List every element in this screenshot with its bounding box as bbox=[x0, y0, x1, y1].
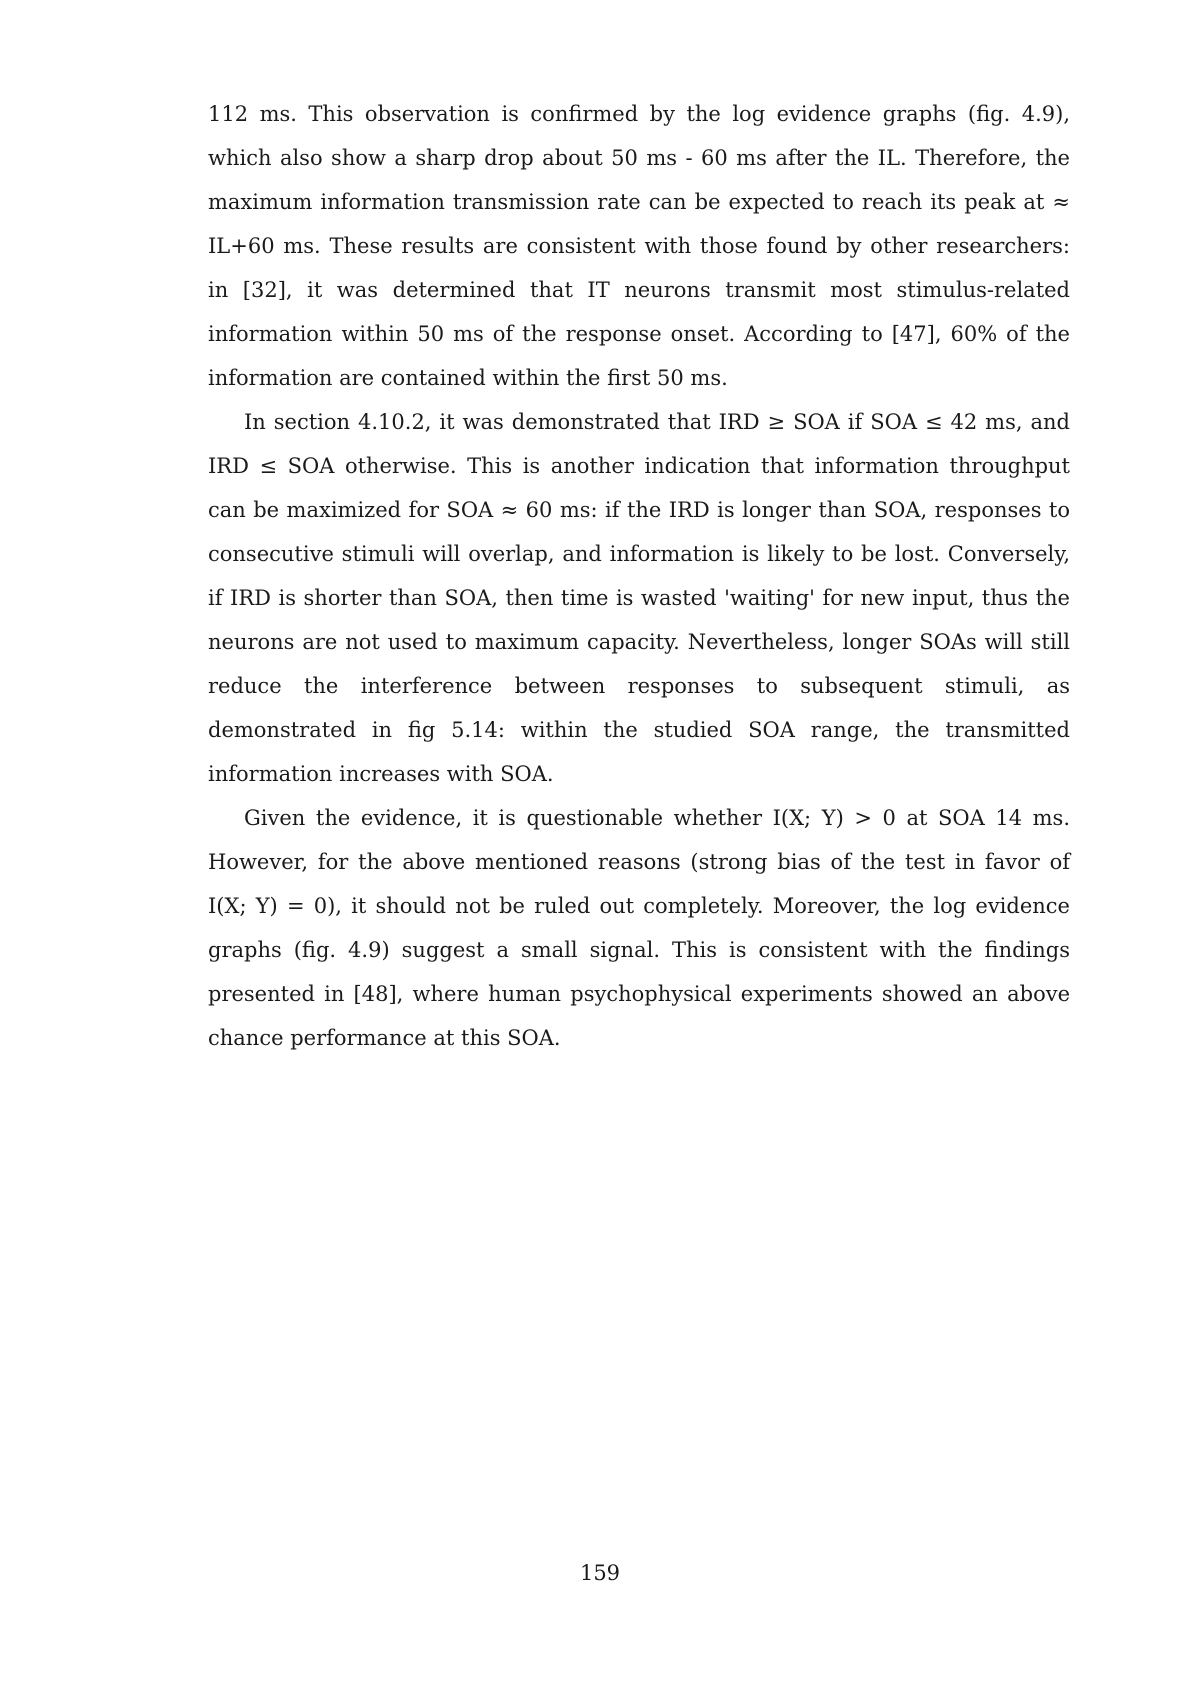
page-number: 159 bbox=[579, 1561, 621, 1585]
paragraph-3: Given the evidence, it is questionable whether I(X; Y) > 0 at SOA 14 ms. However, for the above mentioned reasons (strong bias of the test in favor of I(X; Y) = 0), it should not be ruled out completely. Moreover, the log evidence graphs (fig. 4.9) suggest a small signal. This is consistent with the findings presented in [48], where human psychophysical experiments showed an above chance performance at this SOA. bbox=[208, 806, 1070, 1050]
page-body bbox=[208, 92, 1070, 1060]
paragraph-1: 112 ms. This observation is confirmed by the log evidence graphs (fig. 4.9), which also show a sharp drop about 50 ms - 60 ms after the IL. Therefore, the maximum information transmission rate can be expected to reach its peak at ≈ IL+60 ms. These results are consistent with those found by other researchers: in [32], it was determined that IT neurons transmit most stimulus-related information within 50 ms of the response onset. According to [47], 60% of the information are contained within the first 50 ms. bbox=[208, 102, 1070, 390]
paragraph-2: In section 4.10.2, it was demonstrated that IRD ≥ SOA if SOA ≤ 42 ms, and IRD ≤ SOA otherwise. This is another indication that information throughput can be maximized for SOA ≈ 60 ms: if the IRD is longer than SOA, responses to consecutive stimuli will overlap, and information is likely to be lost. Conversely, if IRD is shorter than SOA, then time is wasted 'waiting' for new input, thus the neurons are not used to maximum capacity. Nevertheless, longer SOAs will still reduce the interference between responses to subsequent stimuli, as demonstrated in fig 5.14: within the studied SOA range, the transmitted information increases with SOA. bbox=[208, 410, 1070, 786]
